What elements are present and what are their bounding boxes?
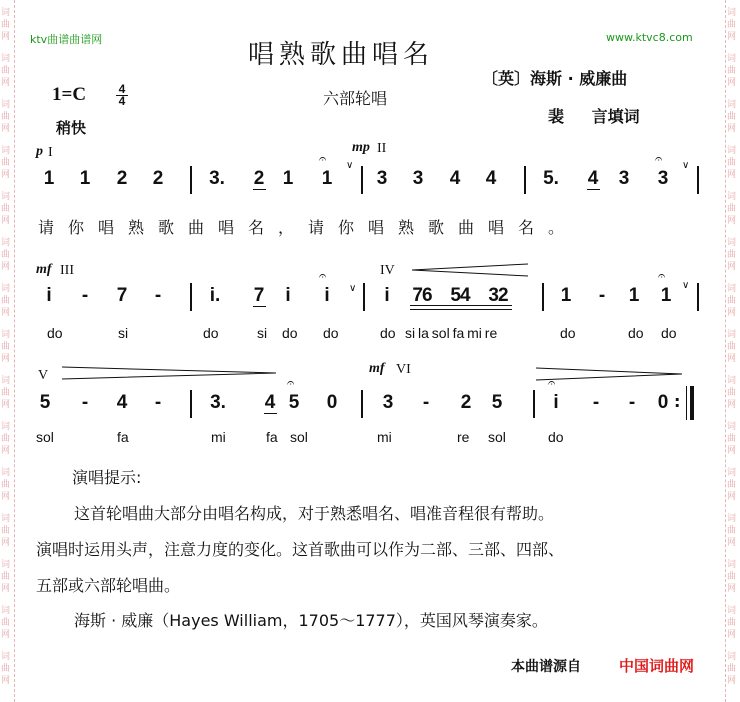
side-watermark-char: 词: [1, 54, 11, 64]
note: 5: [288, 392, 300, 413]
side-watermark-char: 词: [727, 652, 737, 662]
note: 3: [376, 168, 388, 189]
side-watermark-char: 曲: [727, 250, 737, 260]
side-watermark-char: 曲: [1, 664, 11, 674]
side-watermark-char: 词: [1, 468, 11, 478]
note: 2: [116, 168, 128, 189]
side-watermark-char: 曲: [1, 434, 11, 444]
note: 1: [282, 168, 294, 189]
key-signature: 1=C: [52, 84, 87, 105]
tips-heading: 演唱提示:: [72, 468, 142, 487]
solfege-syllable: sol: [488, 429, 506, 445]
side-watermark-char: 词: [727, 376, 737, 386]
side-watermark-char: 曲: [1, 572, 11, 582]
breath-mark-icon: ∨: [682, 160, 690, 171]
side-watermark-char: 网: [1, 78, 11, 88]
barline: [542, 283, 544, 311]
breath-mark-icon: ∨: [346, 160, 354, 171]
side-watermark-char: 网: [727, 446, 737, 456]
side-watermark-char: 词: [727, 514, 737, 524]
side-watermark-char: 词: [1, 192, 11, 202]
side-watermark-char: 词: [727, 8, 737, 18]
note: 4: [587, 168, 599, 189]
note: 3.: [209, 168, 225, 189]
solfege-syllable: si: [257, 325, 268, 341]
note: i.: [209, 285, 221, 306]
watermark-right: www.ktvc8.com: [606, 31, 693, 44]
side-watermark-char: 曲: [1, 20, 11, 30]
note: 3.: [210, 392, 226, 413]
watermark-left: ktv曲谱曲谱网: [30, 33, 103, 46]
tips-paragraph: 这首轮唱曲大部分由唱名构成，对于熟悉唱名、唱准音程很有帮助。: [74, 504, 555, 523]
decrescendo-hairpin-icon: [60, 366, 278, 380]
side-watermark-char: 词: [1, 606, 11, 616]
note: i: [384, 285, 390, 306]
time-signature: [114, 84, 130, 107]
time-signature-bottom: 4: [118, 94, 126, 108]
note: 2: [253, 168, 265, 189]
note: 5: [39, 392, 51, 413]
solfege-syllable: do: [560, 325, 576, 341]
note: 0: [657, 392, 669, 413]
crescendo-hairpin-icon: [410, 263, 530, 277]
note: 5: [491, 392, 503, 413]
side-watermark-char: 网: [1, 676, 11, 686]
side-watermark-char: 网: [1, 308, 11, 318]
part-label-5: V: [38, 368, 49, 383]
side-watermark-char: 词: [1, 8, 11, 18]
barline: [361, 166, 363, 194]
part-label-6: VI: [396, 362, 411, 377]
side-watermark-char: 曲: [727, 296, 737, 306]
underline: [253, 189, 266, 190]
barline: [361, 390, 363, 418]
note: 5.: [543, 168, 559, 189]
note: 3: [618, 168, 630, 189]
barline: [190, 283, 192, 311]
underline: [264, 413, 277, 414]
side-watermark-char: 曲: [727, 480, 737, 490]
solfege-syllable: fa: [117, 429, 129, 445]
side-watermark-char: 网: [1, 216, 11, 226]
note: 1: [560, 285, 572, 306]
side-watermark-char: 曲: [1, 250, 11, 260]
decrescendo-hairpin-icon: [534, 367, 684, 381]
side-watermark-char: 曲: [727, 572, 737, 582]
solfege-syllable: do: [282, 325, 298, 341]
side-watermark-char: 词: [1, 238, 11, 248]
note: -: [81, 392, 89, 413]
dynamic-p: p: [36, 144, 43, 159]
barline: [697, 283, 699, 311]
side-watermark-char: 网: [727, 216, 737, 226]
side-watermark-char: 曲: [1, 296, 11, 306]
side-watermark-char: 词: [727, 284, 737, 294]
side-watermark-char: 网: [1, 170, 11, 180]
underline: [253, 306, 266, 307]
side-watermark-char: 词: [727, 468, 737, 478]
fermata-icon: 𝄐: [287, 376, 295, 391]
side-watermark-char: 网: [727, 538, 737, 548]
barline: [363, 283, 365, 311]
note: 1: [660, 285, 672, 306]
barline: [190, 390, 192, 418]
solfege-syllable: do: [47, 325, 63, 341]
part-label-4: IV: [380, 263, 395, 278]
side-watermark-char: 词: [727, 606, 737, 616]
breath-mark-icon: ∨: [349, 283, 357, 294]
note: 1: [43, 168, 55, 189]
side-watermark-char: 网: [1, 446, 11, 456]
side-watermark-char: 网: [727, 32, 737, 42]
note: 3: [657, 168, 669, 189]
underline: [410, 305, 512, 306]
lyrics-line: 请你唱熟歌曲唱名，请你唱熟歌曲唱名。: [38, 218, 579, 237]
barline: [524, 166, 526, 194]
side-watermark-char: 曲: [727, 20, 737, 30]
note: 4: [116, 392, 128, 413]
side-watermark-char: 词: [1, 422, 11, 432]
solfege-syllable-run: si la sol fa mi re: [405, 325, 498, 341]
side-watermark-char: 词: [1, 514, 11, 524]
side-watermark-char: 词: [1, 330, 11, 340]
final-barline-thick: [690, 386, 694, 420]
side-watermark-char: 曲: [727, 112, 737, 122]
left-margin-strip: [0, 0, 15, 702]
note: 1: [79, 168, 91, 189]
solfege-syllable: do: [380, 325, 396, 341]
dynamic-mp: mp: [352, 140, 370, 155]
part-label-2: II: [377, 141, 387, 156]
repeat-dots-icon: :: [674, 392, 681, 411]
side-watermark-char: 词: [727, 192, 737, 202]
solfege-syllable: mi: [377, 429, 392, 445]
side-watermark-char: 网: [1, 584, 11, 594]
side-watermark-char: 网: [727, 78, 737, 88]
note: 2: [460, 392, 472, 413]
side-watermark-char: 曲: [727, 526, 737, 536]
note: i: [553, 392, 559, 413]
side-watermark-char: 网: [727, 584, 737, 594]
side-watermark-char: 网: [1, 538, 11, 548]
fermata-icon: 𝄐: [319, 152, 327, 167]
underline: [587, 189, 600, 190]
note: -: [154, 285, 162, 306]
side-watermark-char: 曲: [727, 204, 737, 214]
side-watermark-char: 词: [727, 54, 737, 64]
song-subtitle: 六部轮唱: [323, 89, 388, 108]
note: 4: [449, 168, 461, 189]
note: 1: [321, 168, 333, 189]
fermata-icon: 𝄐: [548, 376, 556, 391]
note: -: [81, 285, 89, 306]
side-watermark-char: 网: [1, 630, 11, 640]
side-watermark-char: 词: [1, 376, 11, 386]
part-label-3: III: [60, 263, 74, 278]
note: 4: [485, 168, 497, 189]
note: 7: [253, 285, 265, 306]
tips-paragraph: 演唱时运用头声，注意力度的变化。这首歌曲可以作为二部、三部、四部、: [36, 540, 565, 559]
side-watermark-char: 网: [727, 308, 737, 318]
composer-note: 海斯 · 威廉（Hayes William，1705～1777），英国风琴演奏家。: [74, 611, 548, 630]
note: 3: [382, 392, 394, 413]
side-watermark-char: 词: [1, 652, 11, 662]
side-watermark-char: 词: [1, 284, 11, 294]
side-watermark-char: 曲: [727, 618, 737, 628]
side-watermark-char: 曲: [727, 664, 737, 674]
fermata-icon: 𝄐: [655, 152, 663, 167]
side-watermark-char: 曲: [727, 342, 737, 352]
side-watermark-char: 曲: [1, 388, 11, 398]
side-watermark-char: 网: [727, 354, 737, 364]
note: i: [285, 285, 291, 306]
note: 4: [264, 392, 276, 413]
time-signature-top: 4: [118, 82, 126, 96]
solfege-syllable: sol: [36, 429, 54, 445]
note: -: [592, 392, 600, 413]
fermata-icon: 𝄐: [658, 269, 666, 284]
solfege-syllable: si: [118, 325, 129, 341]
lyricist-credit: 裴 言填词: [548, 107, 640, 126]
note: 3: [412, 168, 424, 189]
note: 1: [628, 285, 640, 306]
side-watermark-char: 曲: [1, 342, 11, 352]
side-watermark-char: 网: [727, 400, 737, 410]
side-watermark-char: 曲: [1, 66, 11, 76]
source-label: 本曲谱源自: [511, 659, 581, 675]
solfege-syllable: do: [323, 325, 339, 341]
note: 7: [116, 285, 128, 306]
underline: [410, 309, 512, 310]
side-watermark-char: 词: [727, 560, 737, 570]
tempo-marking: 稍快: [56, 119, 87, 137]
breath-mark-icon: ∨: [682, 280, 690, 291]
fermata-icon: 𝄐: [319, 269, 327, 284]
solfege-syllable: do: [661, 325, 677, 341]
side-watermark-char: 词: [727, 330, 737, 340]
side-watermark-char: 词: [1, 146, 11, 156]
solfege-syllable: fa: [266, 429, 278, 445]
note: 2: [152, 168, 164, 189]
side-watermark-char: 网: [727, 124, 737, 134]
side-watermark-char: 网: [727, 492, 737, 502]
note: -: [628, 392, 636, 413]
dynamic-mf: mf: [36, 262, 52, 277]
side-watermark-char: 词: [727, 100, 737, 110]
side-watermark-char: 曲: [1, 158, 11, 168]
solfege-syllable: do: [548, 429, 564, 445]
side-watermark-char: 网: [1, 354, 11, 364]
side-watermark-char: 网: [1, 262, 11, 272]
solfege-syllable: do: [203, 325, 219, 341]
note: 76: [412, 285, 432, 306]
side-watermark-char: 曲: [727, 158, 737, 168]
side-watermark-char: 词: [727, 146, 737, 156]
side-watermark-char: 曲: [1, 618, 11, 628]
side-watermark-char: 曲: [727, 66, 737, 76]
final-barline-thin: [686, 386, 687, 420]
tips-paragraph: 五部或六部轮唱曲。: [36, 576, 181, 595]
note: i: [46, 285, 52, 306]
note: 32: [488, 285, 508, 306]
solfege-syllable: sol: [290, 429, 308, 445]
source-site-link[interactable]: 中国词曲网: [619, 657, 695, 675]
side-watermark-char: 网: [1, 124, 11, 134]
solfege-syllable: do: [628, 325, 644, 341]
side-watermark-char: 网: [1, 32, 11, 42]
part-label-1: I: [48, 145, 53, 160]
side-watermark-char: 曲: [1, 112, 11, 122]
side-watermark-char: 曲: [727, 434, 737, 444]
side-watermark-char: 网: [727, 170, 737, 180]
side-watermark-char: 网: [1, 400, 11, 410]
note: i: [324, 285, 330, 306]
side-watermark-char: 词: [1, 560, 11, 570]
note: 0: [326, 392, 338, 413]
solfege-syllable: re: [457, 429, 470, 445]
barline: [533, 390, 535, 418]
note: 54: [450, 285, 470, 306]
side-watermark-char: 词: [727, 422, 737, 432]
side-watermark-char: 曲: [727, 388, 737, 398]
side-watermark-char: 网: [1, 492, 11, 502]
side-watermark-char: 网: [727, 676, 737, 686]
side-watermark-char: 曲: [1, 480, 11, 490]
note: -: [598, 285, 606, 306]
composer-credit: 〔英〕海斯 · 威廉曲: [482, 69, 628, 88]
side-watermark-char: 曲: [1, 204, 11, 214]
right-margin-strip: [725, 0, 740, 702]
solfege-syllable: mi: [211, 429, 226, 445]
barline: [190, 166, 192, 194]
side-watermark-char: 词: [1, 100, 11, 110]
note: -: [422, 392, 430, 413]
side-watermark-char: 词: [727, 238, 737, 248]
note: -: [154, 392, 162, 413]
song-title: 唱熟歌曲唱名: [248, 40, 435, 70]
side-watermark-char: 网: [727, 262, 737, 272]
side-watermark-char: 网: [727, 630, 737, 640]
barline: [697, 166, 699, 194]
side-watermark-char: 曲: [1, 526, 11, 536]
dynamic-mf: mf: [369, 361, 385, 376]
